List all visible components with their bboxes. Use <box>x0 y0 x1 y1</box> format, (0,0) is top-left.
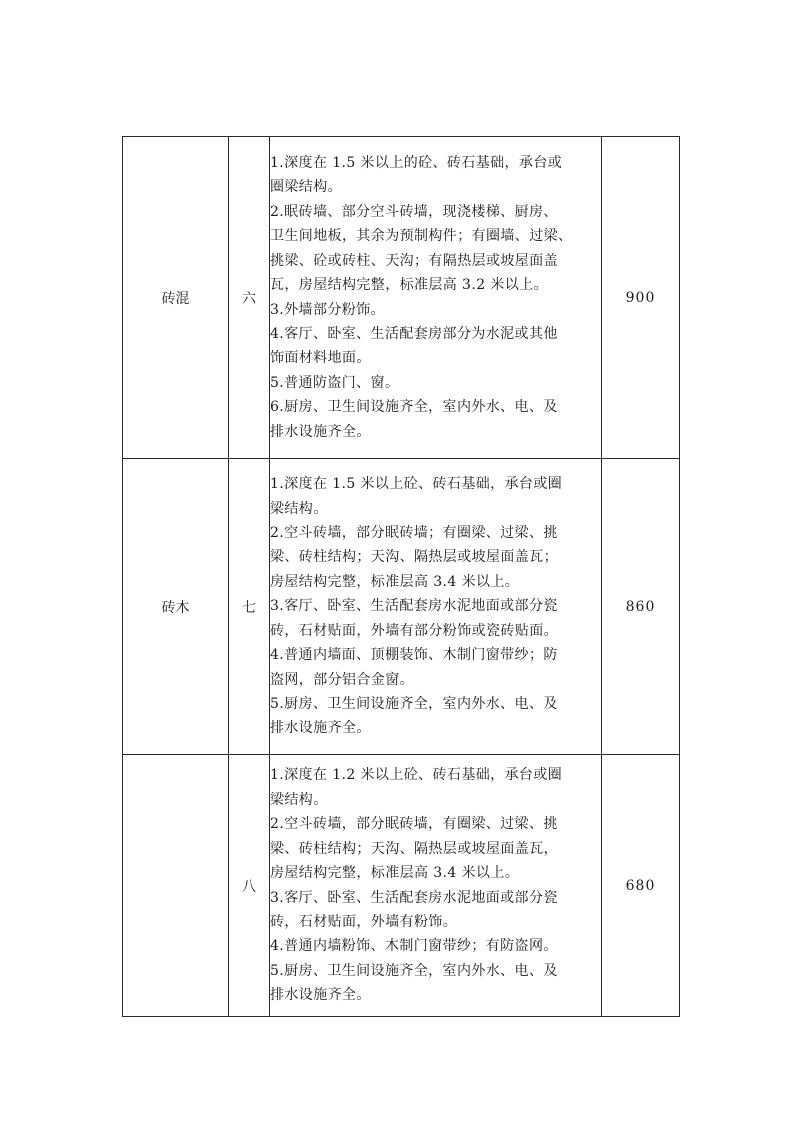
description-line: 挑梁、砼或砖柱、天沟；有隔热层或坡屋面盖 <box>270 252 558 269</box>
description-line: 梁、砖柱结构；天沟、隔热层或坡屋面盖瓦； <box>270 549 558 566</box>
description-line: 5.厨房、卫生间设施齐全，室内外水、电、及 <box>270 695 558 712</box>
description-line: 4.普通内墙面、顶棚装饰、木制门窗带纱；防 <box>270 647 558 664</box>
structure-type-cell <box>123 755 229 1017</box>
standard-description-cell <box>270 459 602 755</box>
description-line: 2.空斗砖墙，部分眠砖墙；有圈梁、过梁、挑 <box>270 525 558 542</box>
description-line: 2.眠砖墙、部分空斗砖墙，现浇楼梯、厨房、 <box>270 203 558 220</box>
description-line: 1.深度在 1.5 米以上的砼、砖石基础，承台或 <box>270 155 563 172</box>
table-body <box>123 137 680 1017</box>
description-line: 1.深度在 1.2 米以上砼、砖石基础，承台或圈 <box>270 767 563 784</box>
description-line: 3.客厅、卧室、生活配套房水泥地面或部分瓷 <box>270 889 558 906</box>
price-cell: 680 <box>602 755 680 1017</box>
standard-description-cell <box>270 137 602 459</box>
structure-type-cell: 砖混 <box>123 137 229 459</box>
description-line: 排水设施齐全。 <box>270 987 371 1004</box>
building-standard-table <box>122 136 680 1017</box>
standard-description-cell <box>270 755 602 1017</box>
description-line: 梁结构。 <box>270 500 328 517</box>
description-line: 排水设施齐全。 <box>270 720 371 737</box>
description-line: 4.客厅、卧室、生活配套房部分为水泥或其他 <box>270 325 558 342</box>
grade-cell: 七 <box>229 459 270 755</box>
table-row <box>123 755 680 1017</box>
description-line: 梁、砖柱结构；天沟、隔热层或坡屋面盖瓦， <box>270 840 558 857</box>
description-line: 排水设施齐全。 <box>270 423 371 440</box>
table-row <box>123 137 680 459</box>
description-line: 房屋结构完整，标准层高 3.4 米以上。 <box>270 865 520 882</box>
grade-cell: 八 <box>229 755 270 1017</box>
grade-cell: 六 <box>229 137 270 459</box>
description-line: 5.厨房、卫生间设施齐全，室内外水、电、及 <box>270 962 558 979</box>
description-line: 6.厨房、卫生间设施齐全，室内外水、电、及 <box>270 399 558 416</box>
description-line: 2.空斗砖墙，部分眠砖墙，有圈梁、过梁、挑 <box>270 816 558 833</box>
description-line: 盗网，部分铝合金窗。 <box>270 671 414 688</box>
description-line: 5.普通防盗门、窗。 <box>270 374 400 391</box>
structure-type-cell: 砖木 <box>123 459 229 755</box>
table-row <box>123 459 680 755</box>
price-cell: 860 <box>602 459 680 755</box>
description-line: 1.深度在 1.5 米以上砼、砖石基础，承台或圈 <box>270 476 563 493</box>
description-line: 4.普通内墙粉饰、木制门窗带纱；有防盗网。 <box>270 938 558 955</box>
description-line: 房屋结构完整，标准层高 3.4 米以上。 <box>270 573 520 590</box>
description-line: 圈梁结构。 <box>270 179 342 196</box>
description-line: 3.外墙部分粉饰。 <box>270 301 385 318</box>
price-cell: 900 <box>602 137 680 459</box>
description-line: 3.客厅、卧室、生活配套房水泥地面或部分瓷 <box>270 598 558 615</box>
description-line: 砖，石材贴面，外墙有部分粉饰或瓷砖贴面。 <box>270 622 558 639</box>
description-line: 卫生间地板，其余为预制构件；有圈墙、过梁、 <box>270 228 573 245</box>
description-line: 砖，石材贴面，外墙有粉饰。 <box>270 913 458 930</box>
description-line: 瓦，房屋结构完整，标准层高 3.2 米以上。 <box>270 277 548 294</box>
description-line: 饰面材料地面。 <box>270 350 371 367</box>
description-line: 梁结构。 <box>270 791 328 808</box>
